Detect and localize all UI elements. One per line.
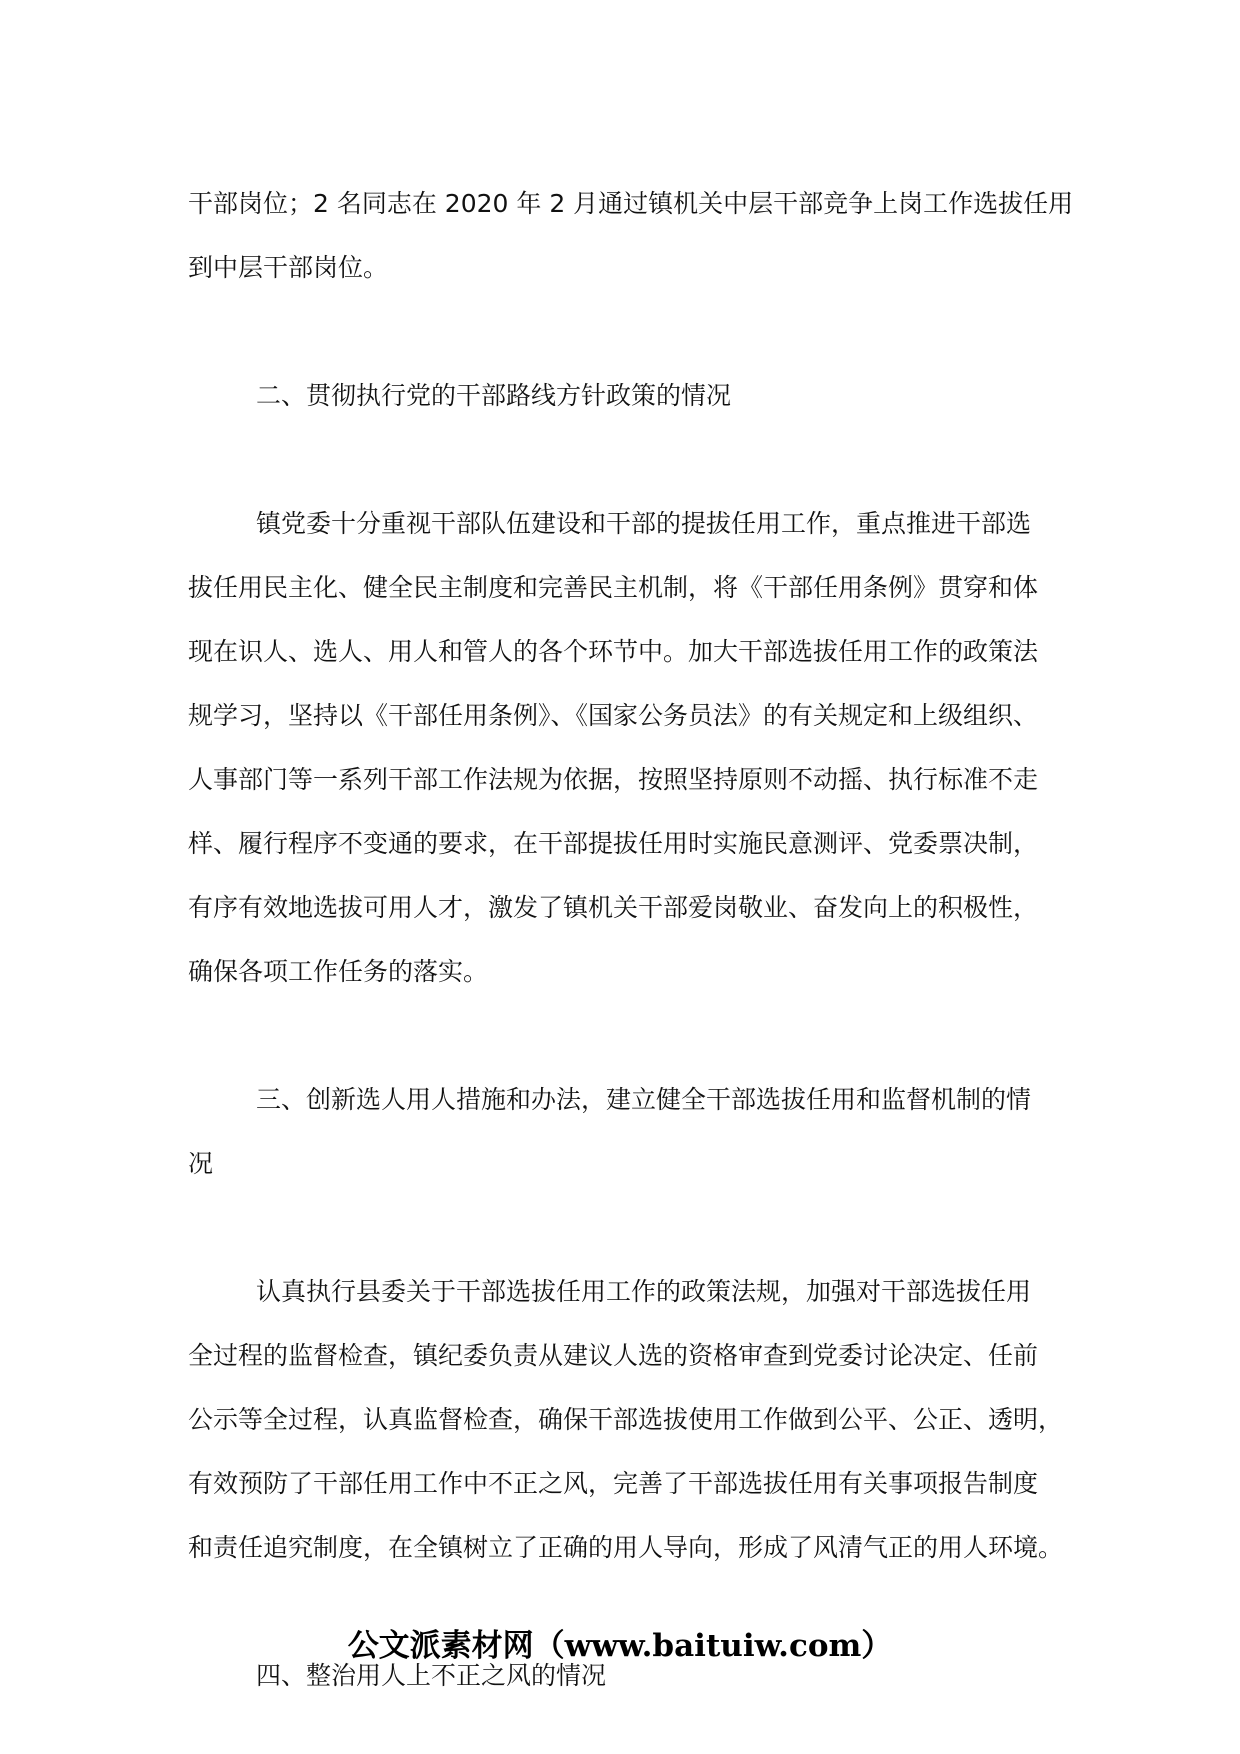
paragraph-section-2 <box>188 492 1068 1004</box>
text-line: 镇党委十分重视干部队伍建设和干部的提拔任用工作，重点推进干部选 <box>256 509 1032 538</box>
text-line: 全过程的监督检查，镇纪委负责从建议人选的资格审查到党委讨论决定、任前 <box>188 1341 1039 1370</box>
text-line: 规学习，坚持以《干部任用条例》、《国家公务员法》的有关规定和上级组织、 <box>188 701 1039 730</box>
heading-line: 二、贯彻执行党的干部路线方针政策的情况 <box>256 381 732 410</box>
text-line: 到中层干部岗位。 <box>188 253 389 282</box>
document-body <box>188 172 1074 1708</box>
text-line: 有效预防了干部任用工作中不正之风，完善了干部选拔任用有关事项报告制度 <box>188 1469 1039 1498</box>
text-line: 认真执行县委关于干部选拔任用工作的政策法规，加强对干部选拔任用 <box>256 1277 1032 1306</box>
text-line: 拔任用民主化、健全民主制度和完善民主机制，将《干部任用条例》贯穿和体 <box>188 573 1039 602</box>
text-line: 干部岗位；2 名同志在 2020 年 2 月通过镇机关中层干部竞争上岗工作选拔任用 <box>188 189 1074 218</box>
section-heading-2 <box>188 364 1068 428</box>
text-line: 样、履行程序不变通的要求，在干部提拔任用时实施民意测评、党委票决制， <box>188 829 1039 858</box>
heading-line: 况 <box>188 1149 214 1178</box>
text-line: 有序有效地选拔可用人才，激发了镇机关干部爱岗敬业、奋发向上的积极性， <box>188 893 1039 922</box>
footer-source: 公文派素材网（www.baituiw.com） <box>347 1628 893 1664</box>
heading-line: 四、整治用人上不正之风的情况 <box>256 1661 607 1690</box>
text-line: 确保各项工作任务的落实。 <box>188 957 489 986</box>
paragraph-continued <box>188 172 1074 300</box>
paragraph-section-3 <box>188 1260 1068 1580</box>
text-line: 公示等全过程，认真监督检查，确保干部选拔使用工作做到公平、公正、透明， <box>188 1405 1064 1434</box>
text-line: 现在识人、选人、用人和管人的各个环节中。加大干部选拔任用工作的政策法 <box>188 637 1039 666</box>
text-line: 人事部门等一系列干部工作法规为依据，按照坚持原则不动摇、执行标准不走 <box>188 765 1039 794</box>
heading-line: 三、创新选人用人措施和办法，建立健全干部选拔任用和监督机制的情 <box>256 1085 1032 1114</box>
section-heading-3 <box>188 1068 1068 1196</box>
text-line: 和责任追究制度，在全镇树立了正确的用人导向，形成了风清气正的用人环境。 <box>188 1533 1064 1562</box>
